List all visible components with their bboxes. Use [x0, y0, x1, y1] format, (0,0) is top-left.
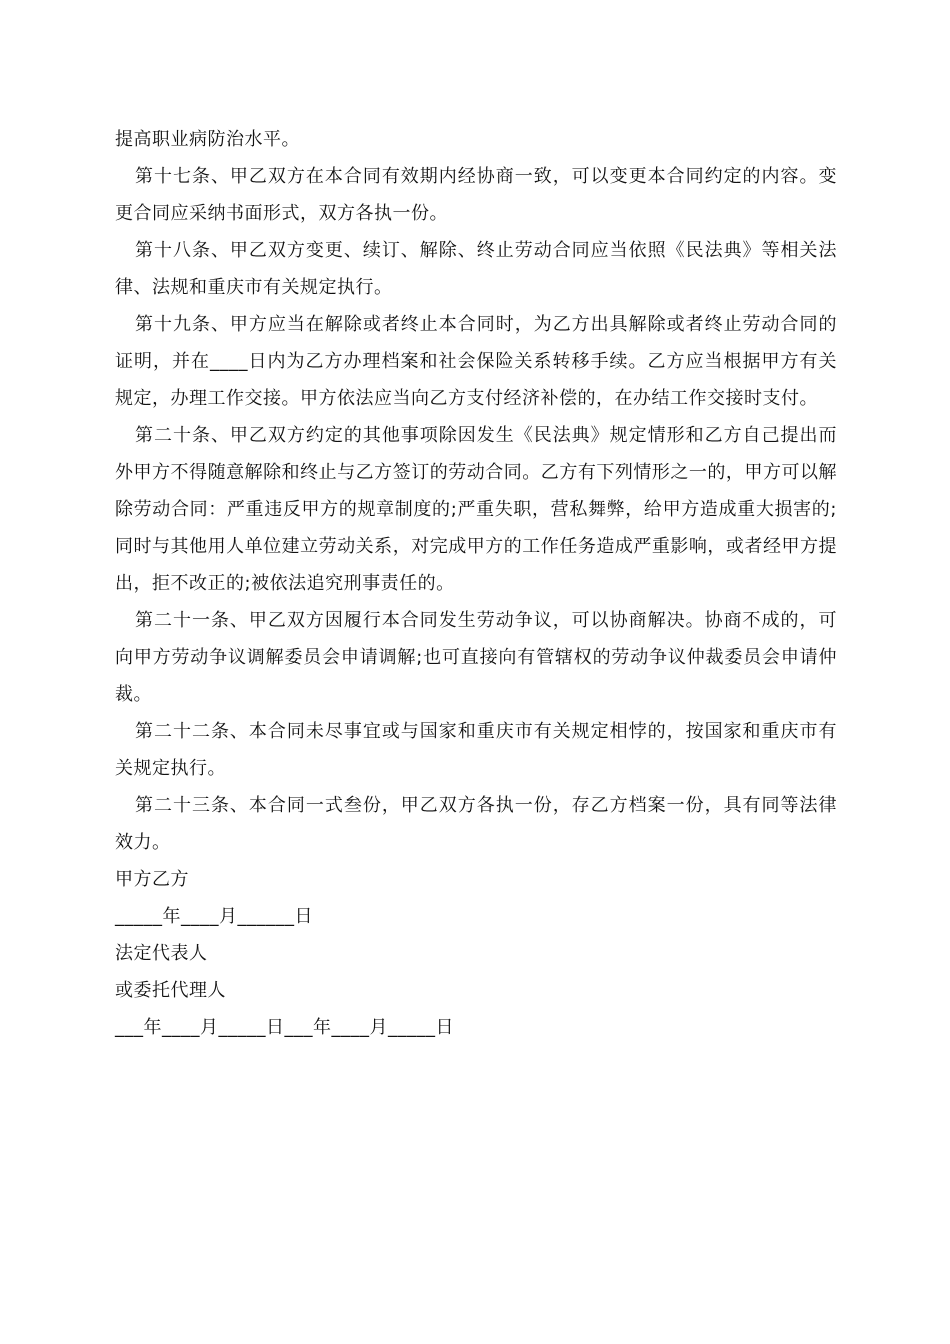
legal-representative-label: 法定代表人: [115, 943, 208, 964]
document-body: [115, 121, 837, 1046]
article-19: 第十九条、甲方应当在解除或者终止本合同时，为乙方出具解除或者终止劳动合同的证明，并在____日内为乙方办理档案和社会保险关系转移手续。乙方应当根据甲方有关规定，办理工作交接。甲方依法应当向乙方支付经济补偿的，在办结工作交接时支付。: [115, 314, 837, 409]
article-22: 第二十二条、本合同未尽事宜或与国家和重庆市有关规定相悖的，按国家和重庆市有关规定执行。: [115, 721, 837, 779]
signature-dates-line: ___年____月_____日___年____月_____日: [115, 1017, 454, 1038]
paragraph-continuation: 提高职业病防治水平。: [115, 129, 300, 150]
article-23: 第二十三条、本合同一式叁份，甲乙双方各执一份，存乙方档案一份，具有同等法律效力。: [115, 795, 837, 853]
article-21: 第二十一条、甲乙双方因履行本合同发生劳动争议，可以协商解决。协商不成的，可向甲方劳动争议调解委员会申请调解;也可直接向有管辖权的劳动争议仲裁委员会申请仲裁。: [115, 610, 837, 705]
signature-date-line: _____年____月______日: [115, 906, 313, 927]
article-17: 第十七条、甲乙双方在本合同有效期内经协商一致，可以变更本合同约定的内容。变更合同应采纳书面形式，双方各执一份。: [115, 166, 837, 224]
article-20: 第二十条、甲乙双方约定的其他事项除因发生《民法典》规定情形和乙方自己提出而外甲方不得随意解除和终止与乙方签订的劳动合同。乙方有下列情形之一的，甲方可以解除劳动合同：严重违反甲方的规章制度的;严重失职，营私舞弊，给甲方造成重大损害的;同时与其他用人单位建立劳动关系，对完成甲方的工作任务造成严重影响，或者经甲方提出，拒不改正的;被依法追究刑事责任的。: [115, 425, 837, 594]
signature-parties: 甲方乙方: [115, 869, 189, 890]
authorized-agent-label: 或委托代理人: [115, 980, 226, 1001]
article-18: 第十八条、甲乙双方变更、续订、解除、终止劳动合同应当依照《民法典》等相关法律、法规和重庆市有关规定执行。: [115, 240, 837, 298]
